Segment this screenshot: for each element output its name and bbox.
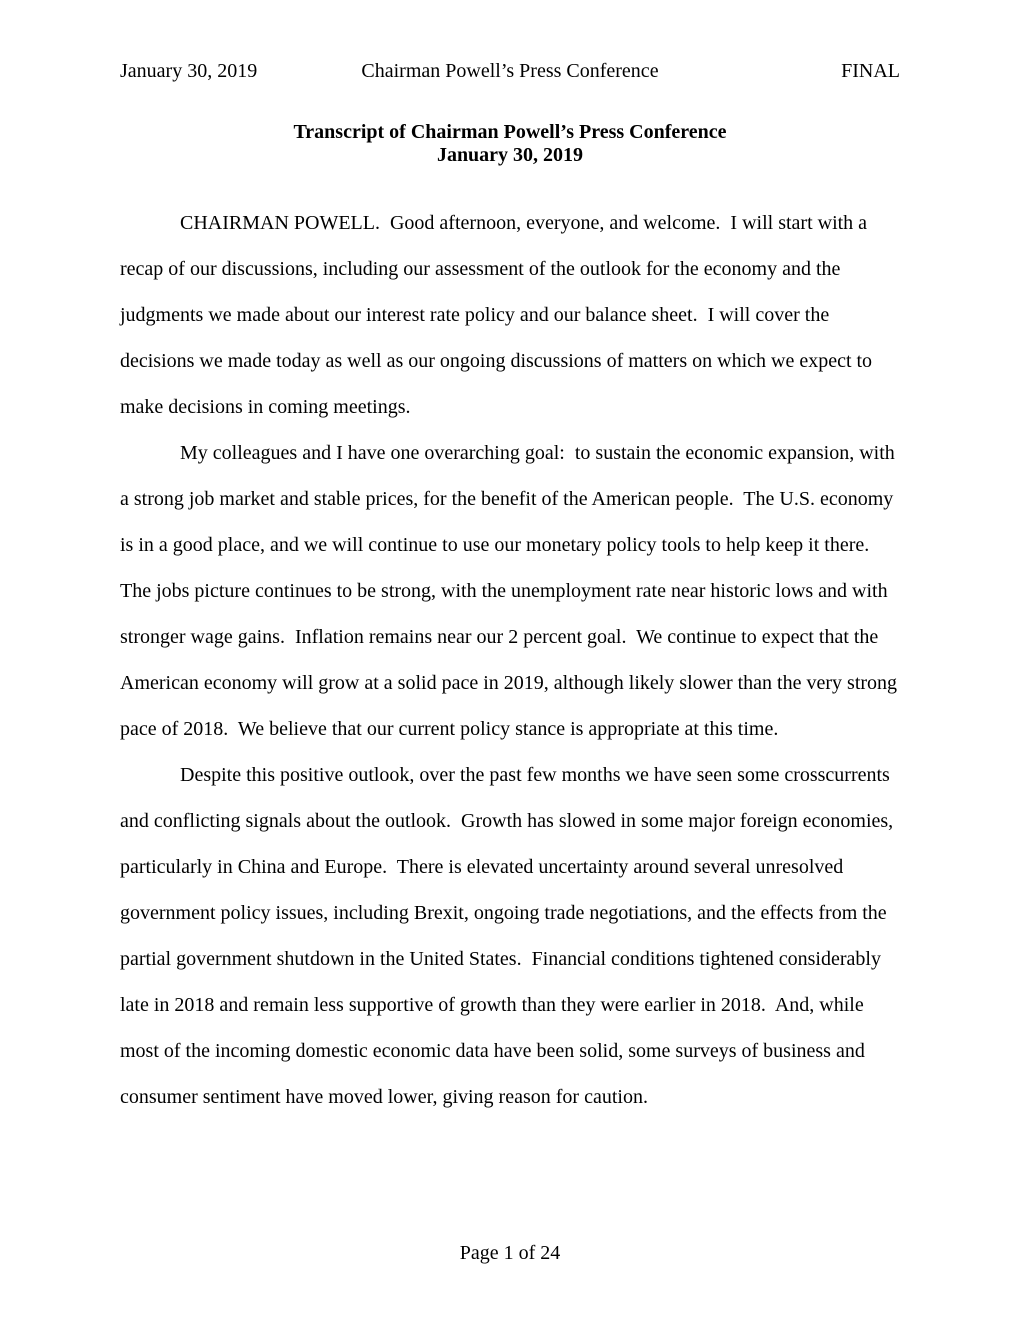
running-header xyxy=(120,60,900,84)
paragraph-overarching-goal: My colleagues and I have one overarching goal: to sustain the economic expansion, with a strong job market and stable prices, for the benefit of the American people. The U.S. economy is in a good place, and we will continue to use our monetary policy tools to help keep it there. The jobs picture continues to be strong, with the unemployment rate near historic lows and with stronger wage gains. Inflation remains near our 2 percent goal. We continue to expect that the American economy will grow at a solid pace in 2019, although likely slower than the very strong pace of 2018. We believe that our current policy stance is appropriate at this time. xyxy=(120,442,903,740)
header-conference-title: Chairman Powell’s Press Conference xyxy=(361,60,659,82)
header-status-label: FINAL xyxy=(841,60,900,82)
document-title-line1: Transcript of Chairman Powell’s Press Conference xyxy=(293,121,727,143)
page-footer: Page 1 of 24 xyxy=(459,1242,561,1264)
header-date: January 30, 2019 xyxy=(120,60,258,82)
document-title-line2: January 30, 2019 xyxy=(436,144,584,166)
paragraph-crosscurrents: Despite this positive outlook, over the past few months we have seen some crosscurrents and conflicting signals about the outlook. Growth has slowed in some major foreign economies, particularly in China and Europe. There is elevated uncertainty around several unresolved government policy issues, including Brexit, ongoing trade negotiations, and the effects from the partial government shutdown in the United States. Financial conditions tightened considerably late in 2018 and remain less supportive of growth than they were earlier in 2018. And, while most of the incoming domestic economic data have been solid, some surveys of business and consumer sentiment have moved lower, giving reason for caution. xyxy=(120,764,899,1108)
document-title xyxy=(120,121,900,167)
paragraph-opening-remarks: CHAIRMAN POWELL. Good afternoon, everyone, and welcome. I will start with a recap of our discussions, including our assessment of the outlook for the economy and the judgments we made about our interest rate policy and our balance sheet. I will cover the decisions we made today as well as our ongoing discussions of matters on which we expect to make decisions in coming meetings. xyxy=(120,212,878,418)
document-body xyxy=(120,200,903,1120)
